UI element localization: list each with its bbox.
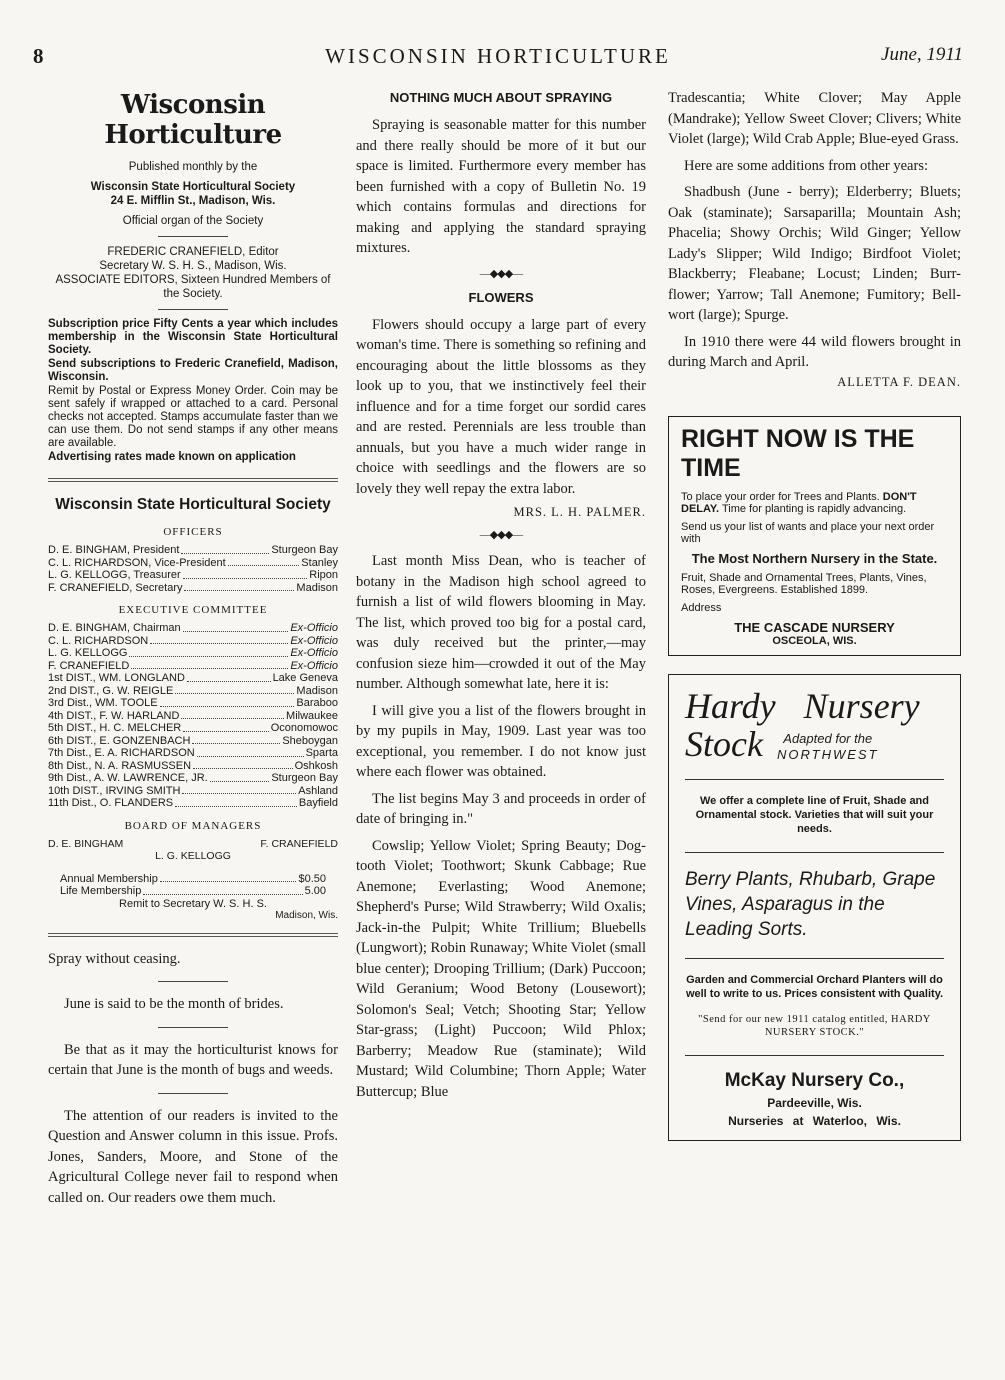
note-june: June is said to be the month of brides. <box>64 996 284 1012</box>
masthead-published: Published monthly by the <box>128 161 258 173</box>
list-row <box>48 697 338 710</box>
leader-dots <box>184 582 294 592</box>
flowers-paragraph: Here are some additions from other years: <box>684 157 928 174</box>
leader-dots <box>129 647 288 657</box>
row-name: 5th DIST., H. C. MELCHER <box>48 722 182 734</box>
ad-company-name: McKay Nursery Co., <box>724 1069 905 1091</box>
row-name: D. E. BINGHAM, Chairman <box>48 622 181 634</box>
masthead-address: 24 E. Mifflin St., Madison, Wis. <box>110 195 276 207</box>
ad-northwest: NORTHWEST <box>776 746 879 762</box>
leader-dots <box>175 685 294 695</box>
officers-list <box>48 544 338 594</box>
note-spray: Spray without ceasing. <box>48 950 181 967</box>
list-row <box>48 622 338 635</box>
flowers-paragraph: I will give you a list of the flowers brought in by my pupils in May, 1909. Last year was too exceptional, you remember. I do not know just where each flower was obtained. <box>356 702 646 780</box>
list-row <box>60 873 326 886</box>
board-heading: BOARD OF MANAGERS <box>124 819 262 832</box>
leader-dots <box>210 772 270 782</box>
officers-heading: OFFICERS <box>163 526 223 538</box>
row-name: 7th Dist., E. A. RICHARDSON <box>48 747 195 759</box>
divider <box>685 779 944 780</box>
masthead-secretary: Secretary W. S. H. S., Madison, Wis. <box>99 260 287 272</box>
ad-catalog: "Send for our new 1911 catalog entitled, HARDY NURSERY STOCK." <box>698 1013 931 1038</box>
row-value: Sturgeon Bay <box>271 544 338 556</box>
leader-dots <box>131 660 288 670</box>
row-name: 3rd Dist., WM. TOOLE <box>48 697 158 709</box>
subscription-send: Send subscriptions to Frederic Cranefield, Madison, Wisconsin. <box>48 358 338 383</box>
leader-dots <box>183 569 308 579</box>
ornament-divider: —◆◆◆— <box>479 529 523 541</box>
fees-list <box>48 873 338 898</box>
masthead-title: Wisconsin Horticulture <box>104 90 282 150</box>
row-name: F. CRANEFIELD <box>48 659 130 672</box>
list-row <box>48 797 338 810</box>
flowers-paragraph: Flowers should occupy a large part of every woman's time. There is something so refining and encouraging about the little blossoms as they look up to you, that we instinctively feel their influence and for a time forget our sordid cares and are rested. Perennials are less trouble than annuals, but you have a much wider range in choice with seedlings and the flowers are so lovely they well repay the extra labor. <box>356 316 646 497</box>
list-row <box>48 685 338 698</box>
row-name: 8th Dist., N. A. RASMUSSEN <box>48 759 192 772</box>
row-value: Milwaukee <box>286 709 338 722</box>
leader-dots <box>150 635 288 645</box>
executive-list <box>48 622 338 810</box>
list-row <box>48 672 338 685</box>
flower-list: Cowslip; Yellow Violet; Spring Beauty; Dog-tooth Violet; Toothwort; Skunk Cabbage; Rue Anemone; Everlasting; Wood Anemone; Shepherd's Purse; Wild Strawberry; Wild Oxalis; Jack-in-the Pulpit; White Trillium; Bluebells (Lungwort); Robin Runaway; White Violet (small blue center); Drooping Trillium; (Dark) Puccoon; Wild Geranium; Wood Betony (Lousewort); Solomon's Seal; Vetch; Shooting Star; Yellow Star-grass; (Light) Puccoon; Wild Phlox; Barberry; Meadow Rue (staminate); Wild Mustard; Wild Columbine; Thorn Apple; Water Buttercup; Blue <box>356 837 646 1100</box>
list-row <box>48 582 338 595</box>
row-value: 5.00 <box>304 885 326 897</box>
leader-dots <box>160 697 295 707</box>
masthead-society: Wisconsin State Horticultural Society <box>90 181 296 193</box>
board-member: L. G. KELLOGG <box>155 850 231 862</box>
leader-dots <box>181 710 284 720</box>
ad-text: Garden and Commercial Orchard Planters will do well to write to us. Prices consistent with Quality. <box>685 973 944 1000</box>
left-column <box>48 88 338 1214</box>
row-value: Ripon <box>309 569 338 581</box>
leader-dots <box>181 544 269 554</box>
row-value: $0.50 <box>298 872 326 885</box>
issue-date: June, 1911 <box>881 44 963 65</box>
list-row <box>48 635 338 648</box>
row-value: Oconomowoc <box>270 722 338 734</box>
ad-company-name: THE CASCADE NURSERY <box>734 619 895 635</box>
ad-company-city: OSCEOLA, WIS. <box>772 634 857 647</box>
flowers-paragraph: In 1910 there were 44 wild flowers brought in during March and April. <box>668 333 961 370</box>
ad-text: Time for planting is rapidly advancing. <box>721 502 907 515</box>
masthead-associate: ASSOCIATE EDITORS, Sixteen Hundred Members of the Society. <box>55 274 331 300</box>
row-name: L. G. KELLOGG <box>48 647 128 659</box>
list-row <box>48 544 338 557</box>
ad-text: Fruit, Shade and Ornamental Trees, Plants, Vines, Roses, Evergreens. Established 1899. <box>681 571 927 596</box>
row-name: 1st DIST., WM. LONGLAND <box>48 672 185 684</box>
flower-list-continued: Tradescantia; White Clover; May Apple (Mandrake); Yellow Sweet Clover; Clivers; White Violet (large); Wild Crab Apple; Blue-eyed Grass. <box>668 90 961 147</box>
ad-headline: RIGHT NOW IS THE TIME <box>681 424 915 482</box>
ad-address-label: Address <box>681 601 722 614</box>
row-value: Sturgeon Bay <box>271 772 338 784</box>
divider <box>48 933 338 937</box>
remit-place: Madison, Wis. <box>275 910 338 921</box>
society-title: Wisconsin State Horticultural Society <box>55 496 331 513</box>
divider <box>158 1093 228 1094</box>
divider <box>158 236 228 237</box>
list-row <box>48 660 338 673</box>
row-value: Ashland <box>298 784 338 797</box>
divider <box>158 1027 228 1028</box>
leader-dots <box>160 873 297 883</box>
signature-dean: ALLETTA F. DEAN. <box>837 374 961 389</box>
divider <box>685 1055 944 1056</box>
list-row <box>48 569 338 582</box>
leader-dots <box>197 747 304 757</box>
divider <box>158 981 228 982</box>
list-row <box>48 557 338 570</box>
row-value: Ex-Officio <box>290 622 338 634</box>
subscription-remit: Remit by Postal or Express Money Order. Coin may be sent safely if wrapped or attached to a card. Personal checks not accepted. Stamps accumulate faster than we can use them. Do not send stamps if any other means are available. <box>48 385 338 449</box>
ad-text: To place your order for Trees and Plants. <box>681 490 880 503</box>
divider <box>48 478 338 482</box>
mckay-nursery-ad <box>668 674 961 1141</box>
ad-company-city: Pardeeville, Wis. <box>767 1095 862 1110</box>
row-value: Stanley <box>301 556 338 569</box>
middle-column <box>356 88 646 1108</box>
row-name: Annual Membership <box>60 872 158 885</box>
row-value: Sheboygan <box>282 734 338 747</box>
leader-dots <box>192 735 280 745</box>
row-name: L. G. KELLOGG, Treasurer <box>48 569 181 581</box>
signature-palmer: MRS. L. H. PALMER. <box>513 505 646 519</box>
note-bugs: Be that as it may the horticulturist knows for certain that June is the month of bugs and weeds. <box>48 1041 338 1078</box>
note-question-column: The attention of our readers is invited to the Question and Answer column in this issue. Profs. Jones, Sanders, Moore, and Stone of the Agricultural College never fail to respond when called on. Our readers owe them much. <box>48 1107 338 1206</box>
leader-dots <box>143 885 302 895</box>
row-value: Madison <box>296 581 338 594</box>
divider <box>685 958 944 959</box>
list-row <box>48 647 338 660</box>
list-row <box>48 772 338 785</box>
row-name: 9th Dist., A. W. LAWRENCE, JR. <box>48 772 208 784</box>
ad-adapted: Adapted for the <box>783 730 873 746</box>
row-name: 11th Dist., O. FLANDERS <box>48 797 174 809</box>
subscription-price: Subscription price Fifty Cents a year which includes membership in the Wisconsin State Horticultural Society. <box>48 318 338 356</box>
leader-dots <box>187 672 271 682</box>
row-value: Oshkosh <box>294 759 338 772</box>
leader-dots <box>183 722 268 732</box>
running-title: WISCONSIN HORTICULTURE <box>325 44 671 68</box>
ad-nurseries: Nurseries at Waterloo, Wis. <box>728 1113 901 1128</box>
divider <box>158 309 228 310</box>
list-row <box>48 735 338 748</box>
row-value: Bayfield <box>298 797 338 809</box>
flower-list-additions: Shadbush (June - berry); Elderberry; Bluets; Oak (staminate); Sarsaparilla; Mountain Ash; Phacelia; Showy Orchis; Wild Ginger; Yellow Lady's Slipper; Wild Indigo; Birdfoot Violet; Blackberry; Fleabane; Locust; Linden; Burr-flower; Yarrow; Tall Anemone; Fumitory; Bell-wort (large); Spurge. <box>668 184 961 323</box>
page-header <box>33 44 963 74</box>
row-name: C. L. RICHARDSON <box>48 634 149 647</box>
row-value: Ex-Officio <box>290 647 338 659</box>
list-row <box>48 785 338 798</box>
list-row <box>48 710 338 723</box>
leader-dots <box>183 622 289 632</box>
divider <box>685 852 944 853</box>
row-name: Life Membership <box>60 885 142 897</box>
row-value: Madison <box>296 684 338 697</box>
flowers-heading: FLOWERS <box>468 289 534 305</box>
advertising-rates: Advertising rates made known on application <box>48 451 296 463</box>
masthead-official: Official organ of the Society <box>122 215 264 227</box>
row-name: 6th DIST., E. GONZENBACH <box>48 734 191 747</box>
row-value: Sparta <box>305 747 338 759</box>
ad-nursery: Nursery <box>803 685 920 726</box>
row-name: C. L. RICHARDSON, Vice-President <box>48 556 226 569</box>
row-value: Baraboo <box>296 697 338 709</box>
row-name: 4th DIST., F. W. HARLAND <box>48 709 180 722</box>
leader-dots <box>193 760 293 770</box>
row-value: Ex-Officio <box>290 634 338 647</box>
ad-text: We offer a complete line of Fruit, Shade and Ornamental stock. Varieties that will suit your needs. <box>695 794 934 835</box>
flowers-paragraph: The list begins May 3 and proceeds in order of date of bringing in." <box>356 790 646 827</box>
flowers-paragraph: Last month Miss Dean, who is teacher of botany in the Madison high school agreed to furnish a list of wild flowers blooming in May. The list, which proved too big for a postal card, was duly received but the printer,—may confusion sieze him—crowded it out of the May number. Although somewhat late, here it is: <box>356 553 646 692</box>
row-name: D. E. BINGHAM, President <box>48 544 180 556</box>
ornament-divider: —◆◆◆— <box>479 267 523 280</box>
cascade-nursery-ad <box>668 416 961 656</box>
page-number: 8 <box>33 44 44 68</box>
right-column <box>668 88 961 1151</box>
list-row <box>48 760 338 773</box>
row-name: F. CRANEFIELD, Secretary <box>48 581 183 594</box>
ad-text: Send us your list of wants and place your next order with <box>681 520 935 545</box>
leader-dots <box>182 785 296 795</box>
list-row <box>48 747 338 760</box>
leader-dots <box>175 797 297 807</box>
row-name: 10th DIST., IRVING SMITH <box>48 784 181 797</box>
ad-tagline: The Most Northern Nursery in the State. <box>691 550 938 566</box>
list-row <box>60 885 326 898</box>
exec-heading: EXECUTIVE COMMITTEE <box>118 604 268 616</box>
ad-berry-plants: Berry Plants, Rhubarb, Grape Vines, Asparagus in the Leading Sorts. <box>685 868 936 940</box>
leader-dots <box>228 557 300 567</box>
row-value: Lake Geneva <box>272 672 338 684</box>
row-value: Ex-Officio <box>290 659 338 672</box>
remit-text: Remit to Secretary W. S. H. S. <box>119 897 267 910</box>
ad-text-bold: DON'T DELAY. <box>681 490 917 515</box>
board-member: D. E. BINGHAM <box>48 837 124 850</box>
spraying-paragraph: Spraying is seasonable matter for this number and there really should be more of it but our space is limited. Furthermore every member has been furnished with a copy of Bulletin No. 19 which contains formulas and directions for making and applying the standard spraying mixtures. <box>356 117 646 256</box>
list-row <box>48 722 338 735</box>
spraying-heading: NOTHING MUCH ABOUT SPRAYING <box>389 90 613 105</box>
board-member: F. CRANEFIELD <box>260 837 338 850</box>
row-name: 2nd DIST., G. W. REIGLE <box>48 684 174 697</box>
ad-stock: Stock <box>685 723 763 764</box>
ad-hardy: Hardy <box>685 685 776 726</box>
masthead-editor: FREDERIC CRANEFIELD, Editor <box>107 246 279 258</box>
